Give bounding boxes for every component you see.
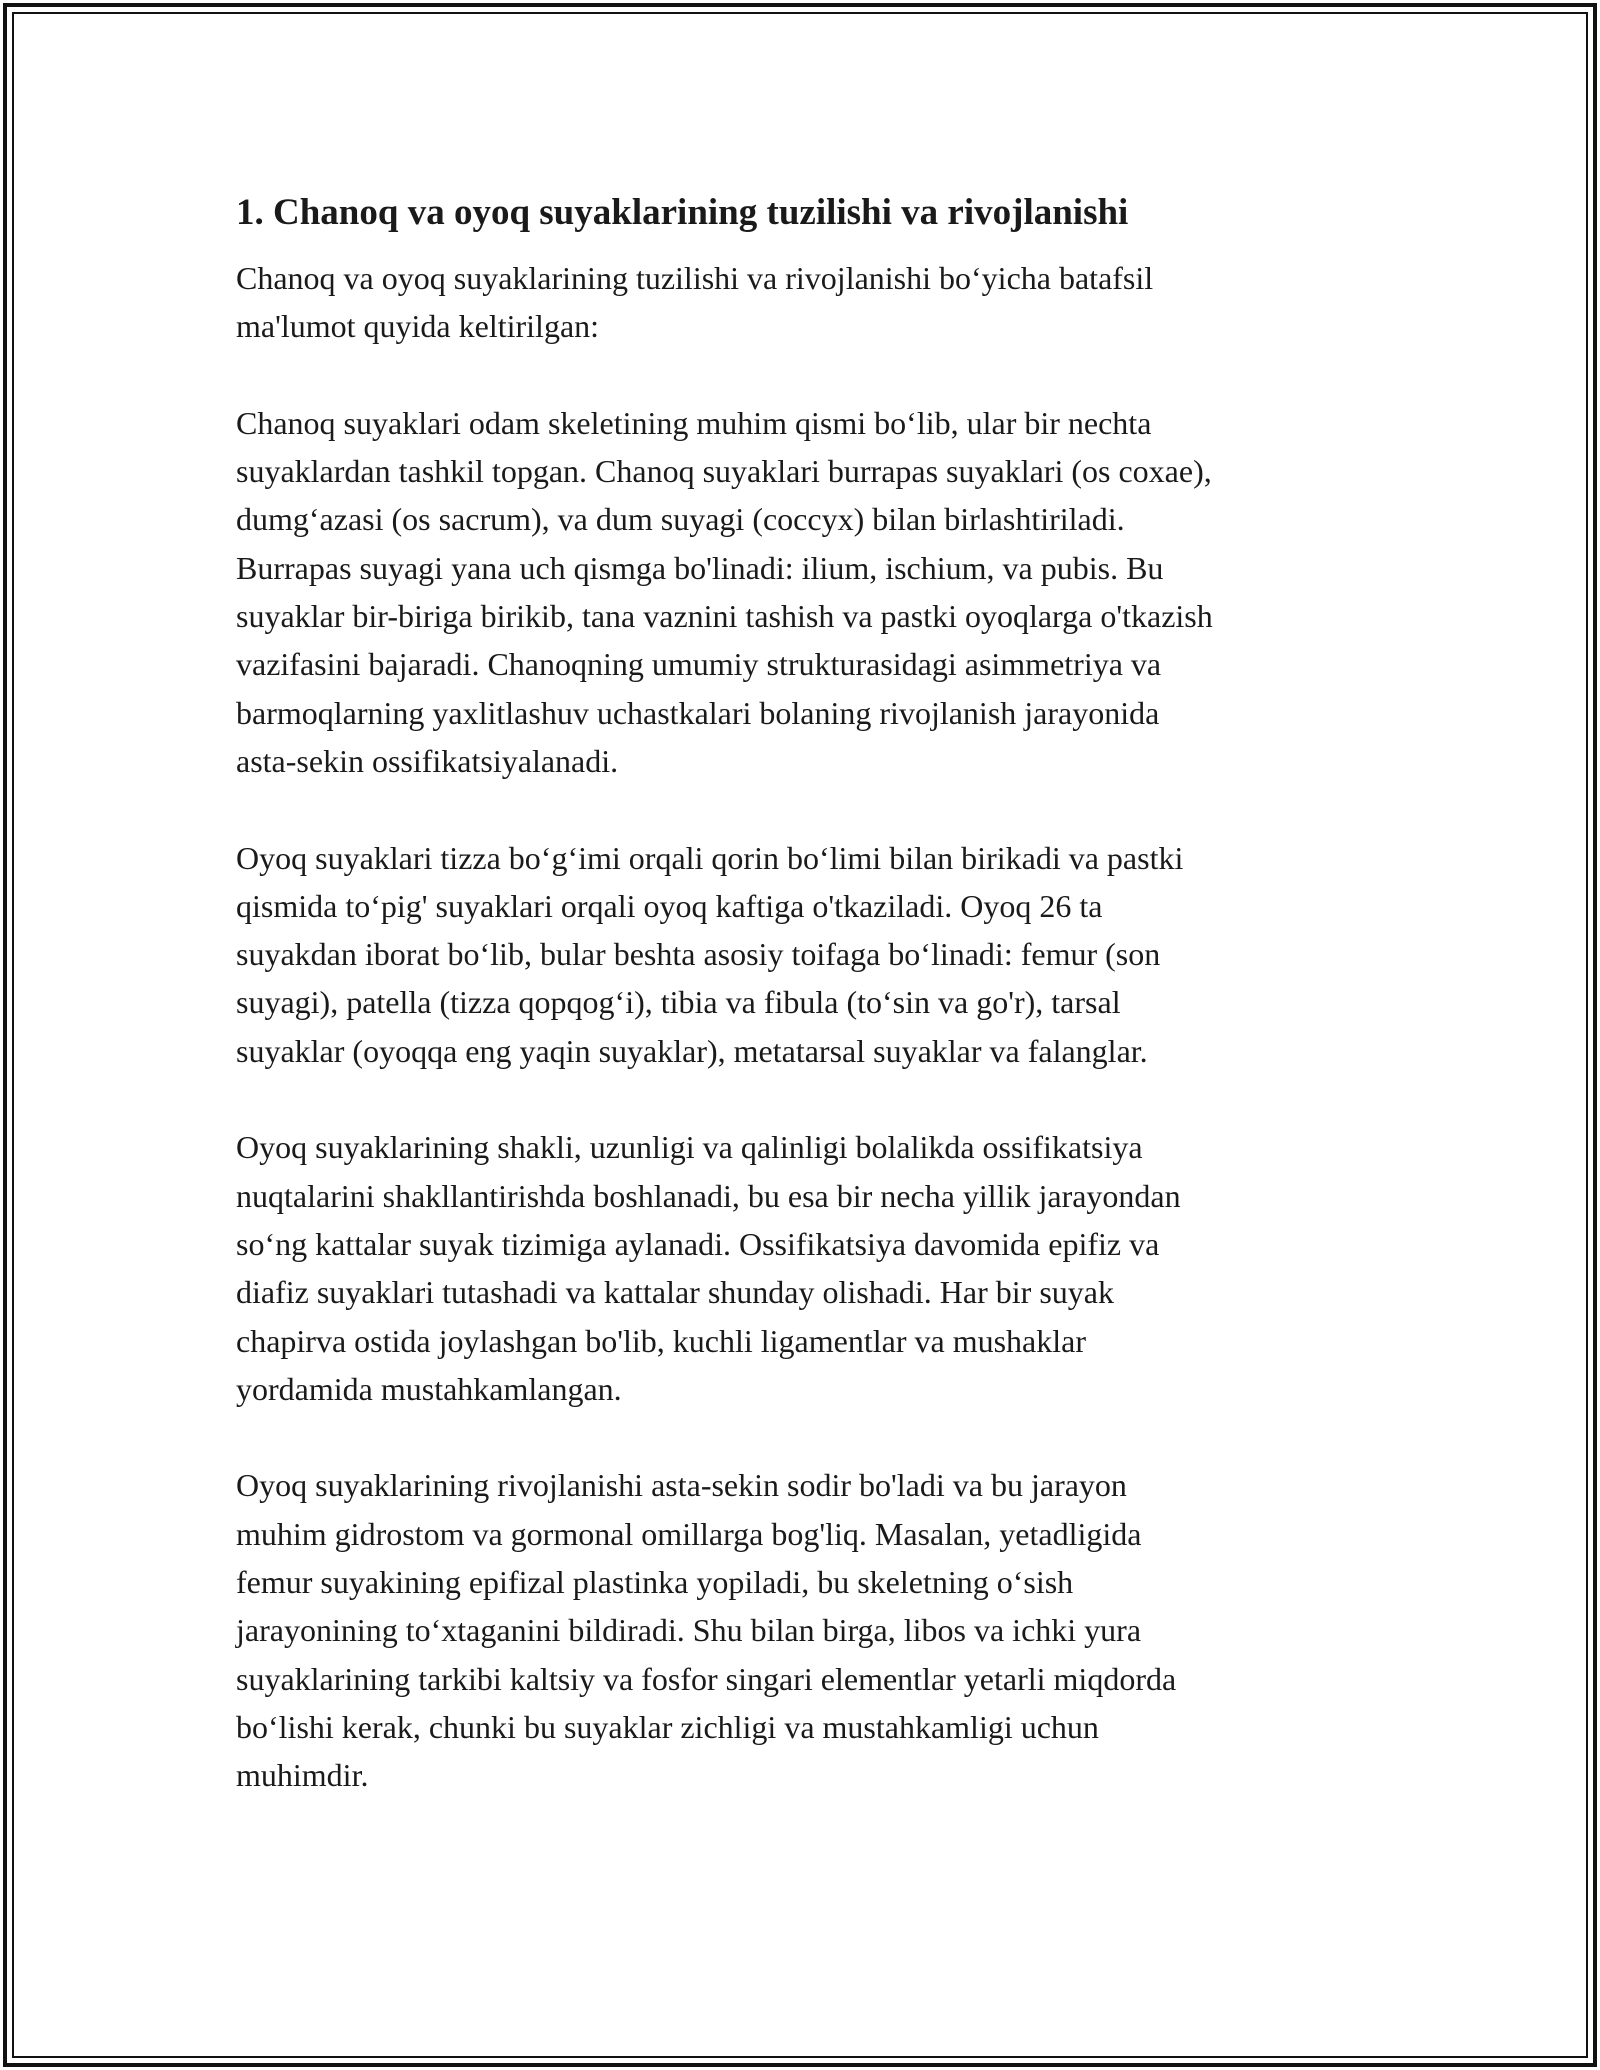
text-line: Oyoq suyaklari tizza bo‘g‘imi orqali qorin bo‘limi bilan birikadi va pastki	[236, 839, 1184, 876]
document-title: 1. Chanoq va oyoq suyaklarining tuzilishi va rivojlanishi	[236, 192, 1129, 233]
text-line: Chanoq va oyoq suyaklarining tuzilishi va rivojlanishi bo‘yicha batafsil	[236, 260, 1154, 296]
text-line: ma'lumot quyida keltirilgan:	[236, 308, 600, 345]
text-line: muhimdir.	[236, 1757, 369, 1794]
text-line: suyaklarining tarkibi kaltsiy va fosfor singari elementlar yetarli miqdorda	[236, 1660, 1177, 1697]
paragraph-development	[236, 1461, 1376, 1799]
text-line: muhim gidrostom va gormonal omillarga bog'liq. Masalan, yetadligida	[236, 1515, 1142, 1552]
text-line: so‘ng kattalar suyak tizimiga aylanadi. Ossifikatsiya davomida epifiz va	[236, 1225, 1160, 1262]
text-line: suyagi), patella (tizza qopqog‘i), tibia va fibula (to‘sin va go'r), tarsal	[236, 984, 1121, 1021]
text-line: Chanoq suyaklari odam skeletining muhim qismi bo‘lib, ular bir nechta	[236, 404, 1152, 441]
text-line: Oyoq suyaklarining rivojlanishi asta-sekin sodir bo'ladi va bu jarayon	[236, 1467, 1127, 1504]
text-line: suyaklar (oyoqqa eng yaqin suyaklar), metatarsal suyaklar va falanglar.	[236, 1032, 1148, 1069]
document-body	[236, 186, 1376, 1800]
paragraph-intro	[236, 254, 1376, 351]
text-line: qismida to‘pig' suyaklari orqali oyoq kaftiga o'tkaziladi. Oyoq 26 ta	[236, 887, 1103, 924]
text-line: Oyoq suyaklarining shakli, uzunligi va qalinligi bolalikda ossifikatsiya	[236, 1129, 1143, 1166]
text-line: Burrapas suyagi yana uch qismga bo'linadi: ilium, ischium, va pubis. Bu	[236, 549, 1164, 586]
text-line: femur suyakining epifizal plastinka yopiladi, bu skeletning o‘sish	[236, 1564, 1074, 1601]
text-line: dumg‘azasi (os sacrum), va dum suyagi (coccyx) bilan birlashtiriladi.	[236, 501, 1125, 538]
text-line: asta-sekin ossifikatsiyalanadi.	[236, 742, 619, 779]
text-line: suyaklardan tashkil topgan. Chanoq suyaklari burrapas suyaklari (os coxae),	[236, 453, 1212, 490]
text-line: diafiz suyaklari tutashadi va kattalar shunday olishadi. Har bir suyak	[236, 1274, 1114, 1311]
paragraph-pelvis	[236, 399, 1376, 785]
text-line: vazifasini bajaradi. Chanoqning umumiy strukturasidagi asimmetriya va	[236, 646, 1162, 683]
text-line: suyakdan iborat bo‘lib, bular beshta asosiy toifaga bo‘linadi: femur (son	[236, 936, 1161, 973]
text-line: yordamida mustahkamlangan.	[236, 1370, 622, 1407]
text-line: jarayonining to‘xtaganini bildiradi. Shu bilan birga, libos va ichki yura	[236, 1612, 1142, 1649]
text-line: barmoqlarning yaxlitlashuv uchastkalari bolaning rivojlanish jarayonida	[236, 694, 1160, 731]
paragraph-leg-bones	[236, 834, 1376, 1075]
text-line: nuqtalarini shakllantirishda boshlanadi, bu esa bir necha yillik jarayondan	[236, 1177, 1181, 1214]
text-line: bo‘lishi kerak, chunki bu suyaklar zichligi va mustahkamligi uchun	[236, 1708, 1099, 1745]
text-line: suyaklar bir-biriga birikib, tana vaznini tashish va pastki oyoqlarga o'tkazish	[236, 598, 1213, 635]
paragraph-ossification	[236, 1123, 1376, 1413]
text-line: chapirva ostida joylashgan bo'lib, kuchli ligamentlar va mushaklar	[236, 1322, 1086, 1359]
